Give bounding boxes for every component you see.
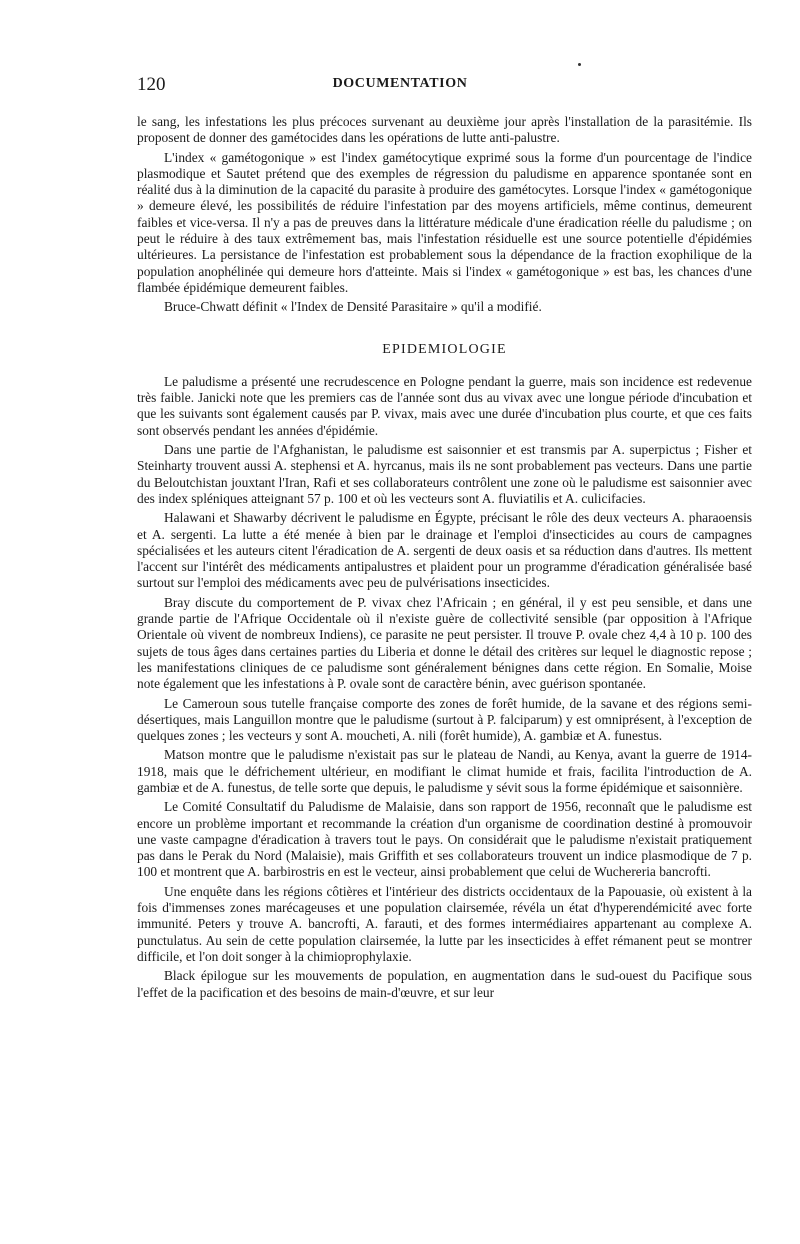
paragraph: Une enquête dans les régions côtières et l'intérieur des districts occidentaux de la Papouasie, où existent à la fois d'immenses zones marécageuses et une population clairsemée, révéla un état d'hyperendémicité avec forte immunité. Peters y trouve A. bancrofti, A. farauti, et des formes intermédiaires appartenant au complexe A. punctulatus. Au sein de cette population clairsemée, la lutte par les insecticides à effet rémanent peut se montrer difficile, et l'on doit songer à la chimioprophylaxie.: [137, 883, 752, 964]
running-title: DOCUMENTATION: [332, 76, 468, 91]
paragraph: Dans une partie de l'Afghanistan, le paludisme est saisonnier et est transmis par A. superpictus ; Fisher et Steinharty trouvent aussi A. stephensi et A. hyrcanus, mais ils ne sont probablement pas vecteurs. Dans une partie du Beloutchistan jouxtant l'Iran, Rafi et ses collaborateurs contrôlent une zone où le paludisme est saisonnier avec des index spléniques atteignant 57 p. 100 et où les vecteurs sont A. fluviatilis et A. culicifacies.: [137, 442, 752, 506]
paragraph: Black épilogue sur les mouvements de population, en augmentation dans le sud-ouest du Pacifique sous l'effet de la pacification et des besoins de main-d'œuvre, et sur leur: [137, 968, 752, 1000]
paragraph: Bruce-Chwatt définit « l'Index de Densité Parasitaire » qu'il a modifié.: [164, 299, 542, 315]
paragraph: Le paludisme a présenté une recrudescence en Pologne pendant la guerre, mais son incidence est redevenue très faible. Janicki note que les premiers cas de l'année sont dus au vivax avec une longue période d'incubation et que les suivants sont également causés par P. vivax, mais avec une durée d'incubation plus courte, et que ces faits sont observés pendant les années d'épidémie.: [137, 373, 752, 438]
paragraph: Le Comité Consultatif du Paludisme de Malaisie, dans son rapport de 1956, reconnaît que le paludisme est encore un problème important et recommande la création d'un organisme de coordination destiné à promouvoir une vaste campagne d'éradication à travers tout le pays. On considérait que le paludisme n'existait pratiquement pas dans le Perak du Nord (Malaisie), mais Griffith et ses collaborateurs trouvent un indice plasmodique de 7 p. 100 et montrent que A. barbirostris en est le vecteur, ainsi probablement que celui de Wuchereria bancrofti.: [137, 799, 752, 880]
paragraph: Bray discute du comportement de P. vivax chez l'Africain ; en général, il y est peu sensible, et dans une grande partie de l'Afrique Occidentale où il n'existe guère de collectivité sensible (par opposition à l'Afrique Orientale où vivent de nombreux Indiens), ce parasite ne peut persister. Il trouve P. ovale chez 4,4 à 10 p. 100 des sujets de tous âges dans certaines parties du Liberia et donne le détail des critères sur lequel le diagnostic repose ; les manifestations cliniques de ce paludisme sont généralement bénignes dans cette région. En Somalie, Moise note également que les infestations à P. ovale sont de caractère bénin, avec guérison spontanée.: [137, 594, 752, 692]
print-speck: [578, 63, 581, 66]
paragraph: Halawani et Shawarby décrivent le paludisme en Égypte, précisant le rôle des deux vecteurs A. pharaoensis et A. sergenti. La lutte a été menée à bien par le drainage et l'emploi d'insecticides au cours de campagnes spécialisées et les auteurs citent l'éradication de A. sergenti de deux oasis et sa réduction dans d'autres. Ils mettent l'accent sur l'intérêt des médicaments antipalustres et plaident pour un programme d'éradication généralisée basé surtout sur l'emploi des médicaments avec peu de pulvérisations insecticides.: [137, 510, 752, 591]
paragraph: Matson montre que le paludisme n'existait pas sur le plateau de Nandi, au Kenya, avant la guerre de 1914-1918, mais que le défrichement ultérieur, en modifiant le climat humide et frais, facilita l'introduction de A. gambiæ et de A. funestus, de telle sorte que depuis, le paludisme y sévit sous la forme épidémique et saisonnière.: [137, 747, 752, 795]
page-number: 120: [137, 74, 166, 95]
paragraph: le sang, les infestations les plus précoces survenant au deuxième jour après l'installation de la parasitémie. Ils proposent de donner des gamétocides dans les opérations de lutte anti-palustre.: [137, 114, 752, 146]
paragraph: Le Cameroun sous tutelle française comporte des zones de forêt humide, de la savane et des régions semi-désertiques, mais Languillon montre que le paludisme (surtout à P. falciparum) y est omniprésent, à l'exception de quelques zones ; les vecteurs y sont A. moucheti, A. nili (forêt humide), A. gambiæ et A. funestus.: [137, 695, 752, 744]
paragraph: L'index « gamétogonique » est l'index gamétocytique exprimé sous la forme d'un pourcentage de l'indice plasmodique et Sautet prétend que des exemples de régression du paludisme en apparence spontanée sont en réalité dus à la diminution de la capacité du parasite à produire des gamétocytes. Lorsque l'index « gamétogonique » demeure élevé, les possibilités de réduire l'infestation par des moyens artificiels, même continus, demeurent faibles et vice-versa. Il n'y a pas de preuves dans la littérature médicale d'une éradication réelle du paludisme ; on peut le réduire à des taux extrêmement bas, mais l'infestation résiduelle est une source potentielle d'épidémies ultérieures. La persistance de l'infestation est probablement sous la dépendance de la fraction exophilique de la population anophélinée qui demeure hors d'atteinte. Mais si l'index « gamétogonique » est bas, les chances d'une flambée épidémique demeurent faibles.: [137, 149, 752, 295]
section-heading: EPIDEMIOLOGIE: [382, 341, 507, 357]
body-text: [137, 114, 752, 1004]
